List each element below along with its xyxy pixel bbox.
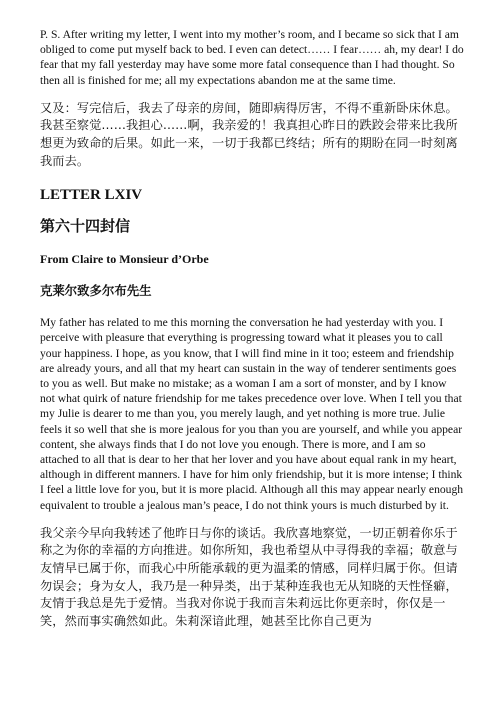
postscript-english-paragraph: P. S. After writing my letter, I went into my mother’s room, and I became so sick that I am obliged to come put myself back to bed. I even can detect…… I fear…… ah, my dear! I do fear that my fall yesterday may have some more fatal consequence than I had thought. So then all is finished for me; all my expectations abandon me at the same time. — [40, 28, 464, 87]
letter-body-chinese-paragraph: 我父亲今早向我转述了他昨日与你的谈话。我欣喜地察觉，一切正朝着你乐于称之为你的幸福的方向推进。如你所知，我也希望从中寻得我的幸福；敬意与友情早已属于你，而我心中所能承载的更为温柔的情感，同样归属于你。但请勿误会；身为女人，我乃是一种异类，出于某种连我也无从知晓的天性怪癖，友情于我总是先于爱情。当我对你说于我而言朱莉远比你更亲时，你仅是一笑，然而事实确然如此。朱莉深谙此理，她甚至比你自己更为 — [40, 525, 458, 628]
letter-sender-heading-english: From Claire to Monsieur d’Orbe — [40, 252, 209, 267]
document-page — [40, 27, 464, 630]
letter-title-chinese: 第六十四封信 — [40, 217, 131, 236]
letter-title-english: LETTER LXIV — [40, 187, 143, 204]
letter-sender-heading-chinese: 克莱尔致多尔布先生 — [40, 283, 152, 299]
postscript-chinese-paragraph: 又及：写完信后，我去了母亲的房间，随即病得厉害，不得不重新卧床休息。我甚至察觉……我担心……啊，我亲爱的！我真担心昨日的跌跤会带来比我所想更为致命的后果。如此一来，一切于我都已终结；所有的期盼在同一时刻离我而去。 — [40, 100, 458, 168]
letter-body-english-paragraph: My father has related to me this morning the conversation he had yesterday with you. I perceive with pleasure that everything is progressing toward what it pleases you to call your happiness. I hope, as you know, that I will find mine in it too; esteem and friendship are already yours, and all that my heart can sustain in the way of tenderer sentiments goes to you as well. But make no mistake; as a woman I am a sort of monster, and by I know not what quirk of nature friendship for me takes precedence over love. When I tell you that my Julie is dearer to me than you, you merely laugh, and yet nothing is more true. Julie feels it so well that she is more jealous for you than you are yourself, and while you appear content, she always finds that I do not love you enough. There is more, and I am so attached to all that is dear to her that her lover and you have about equal rank in my heart, although in different manners. I have for him only friendship, but it is more intense; I think I feel a little love for you, but it is more placid. Although all this may appear nearly enough equivalent to trouble a jealous man’s peace, I do not think yours is much disturbed by it. — [40, 316, 464, 512]
